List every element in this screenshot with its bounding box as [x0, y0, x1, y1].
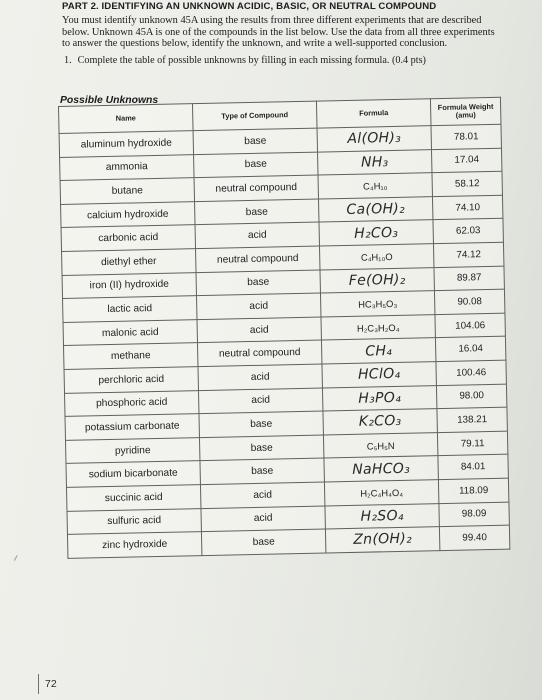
compound-name: calcium hydroxide [61, 201, 195, 227]
compound-name: sulfuric acid [67, 508, 201, 534]
compound-type: neutral compound [194, 175, 318, 201]
compound-name: perchloric acid [64, 367, 198, 393]
compound-name: diethyl ether [62, 249, 196, 275]
intro-paragraph: You must identify unknown 45A using the results from three different experiments that are described below. Unknown 45A is one of the compounds in the list below. Use the data from all three experiments to answer the questions below, identify the unknown, and write a well-supported conclusion. [62, 15, 495, 50]
formula-weight: 74.12 [433, 242, 503, 267]
handwritten-formula[interactable]: HClO₄ [322, 362, 436, 388]
unknowns-table-wrapper [58, 97, 509, 559]
printed-formula: C₄H₁₀ [318, 173, 432, 199]
handwritten-formula[interactable]: Ca(OH)₂ [319, 196, 433, 222]
compound-name: methane [64, 343, 198, 369]
compound-type: base [199, 411, 323, 437]
table-title: Possible Unknowns [60, 95, 159, 106]
col-header-type: Type of Compound [192, 101, 317, 131]
page-number: 72 [38, 674, 75, 694]
printed-formula: H₂C₃H₂O₄ [321, 314, 435, 340]
compound-name: pyridine [65, 437, 199, 463]
formula-weight: 98.09 [439, 502, 509, 527]
possible-unknowns-table [58, 97, 510, 559]
handwritten-formula[interactable]: H₂SO₄ [325, 503, 439, 529]
formula-weight: 118.09 [438, 478, 508, 503]
formula-weight: 90.08 [434, 289, 504, 314]
compound-name: malonic acid [63, 319, 197, 345]
handwritten-formula[interactable]: K₂CO₃ [323, 409, 437, 435]
col-header-name: Name [59, 104, 194, 134]
formula-weight: 100.46 [436, 360, 506, 385]
compound-name: carbonic acid [61, 225, 195, 251]
formula-weight: 17.04 [431, 148, 501, 173]
compound-type: base [193, 128, 317, 154]
printed-formula: HC₃H₅O₃ [320, 291, 434, 317]
col-header-weight-line1: Formula Weight [437, 101, 494, 113]
handwritten-formula[interactable]: Zn(OH)₂ [325, 527, 439, 553]
formula-weight: 74.10 [432, 195, 502, 220]
formula-weight: 89.87 [434, 266, 504, 291]
compound-type: base [201, 529, 325, 555]
handwritten-formula[interactable]: H₂CO₃ [319, 220, 433, 246]
formula-weight: 16.04 [435, 337, 505, 362]
formula-weight: 58.12 [432, 171, 502, 196]
formula-weight: 84.01 [438, 454, 508, 479]
compound-name: aluminum hydroxide [59, 131, 193, 157]
col-header-weight-line2: (amu) [455, 110, 476, 120]
col-header-formula: Formula [316, 99, 431, 128]
compound-name: butane [60, 178, 194, 204]
formula-weight: 62.03 [433, 219, 503, 244]
handwritten-formula[interactable]: NaHCO₃ [324, 456, 438, 482]
compound-type: base [199, 435, 323, 461]
formula-weight: 98.00 [436, 384, 506, 409]
question-text: Complete the table of possible unknowns by filling in each missing formula. (0.4 pts) [77, 54, 426, 66]
handwritten-formula[interactable]: NH₃ [318, 149, 432, 175]
worksheet-header [60, 0, 500, 66]
printed-formula: H₂C₄H₄O₄ [324, 480, 438, 506]
part-title: PART 2. IDENTIFYING AN UNKNOWN ACIDIC, BASIC, OR NEUTRAL COMPOUND [62, 1, 437, 12]
compound-type: acid [197, 293, 321, 319]
compound-type: base [194, 152, 318, 178]
compound-type: neutral compound [196, 246, 320, 272]
compound-type: base [195, 199, 319, 225]
formula-weight: 79.11 [437, 431, 507, 456]
compound-name: potassium carbonate [65, 414, 199, 440]
compound-name: lactic acid [63, 296, 197, 322]
compound-type: base [200, 458, 324, 484]
printed-formula: C₄H₁₀O [319, 244, 433, 270]
handwritten-formula[interactable]: Fe(OH)₂ [320, 267, 434, 293]
compound-type: acid [195, 222, 319, 248]
formula-weight: 78.01 [431, 124, 501, 149]
compound-name: iron (II) hydroxide [62, 272, 196, 298]
compound-type: acid [198, 388, 322, 414]
handwritten-formula[interactable]: CH₄ [321, 338, 435, 364]
compound-name: phosphoric acid [65, 390, 199, 416]
compound-type: base [196, 270, 320, 296]
compound-type: neutral compound [197, 340, 321, 366]
compound-type: acid [197, 317, 321, 343]
question-number: 1. [64, 54, 72, 66]
compound-name: ammonia [60, 154, 194, 180]
compound-name: sodium bicarbonate [66, 461, 200, 487]
compound-type: acid [198, 364, 322, 390]
compound-name: succinic acid [66, 485, 200, 511]
formula-weight: 138.21 [437, 407, 507, 432]
formula-weight: 99.40 [439, 525, 509, 550]
pencil-mark [14, 555, 21, 563]
handwritten-formula[interactable]: H₃PO₄ [322, 385, 436, 411]
printed-formula: C₅H₅N [323, 432, 437, 458]
handwritten-formula[interactable]: Al(OH)₃ [317, 126, 431, 152]
compound-type: acid [200, 482, 324, 508]
formula-weight: 104.06 [435, 313, 505, 338]
col-header-weight [430, 97, 501, 125]
compound-name: zinc hydroxide [67, 532, 201, 558]
question-1 [64, 55, 500, 66]
compound-type: acid [201, 505, 325, 531]
